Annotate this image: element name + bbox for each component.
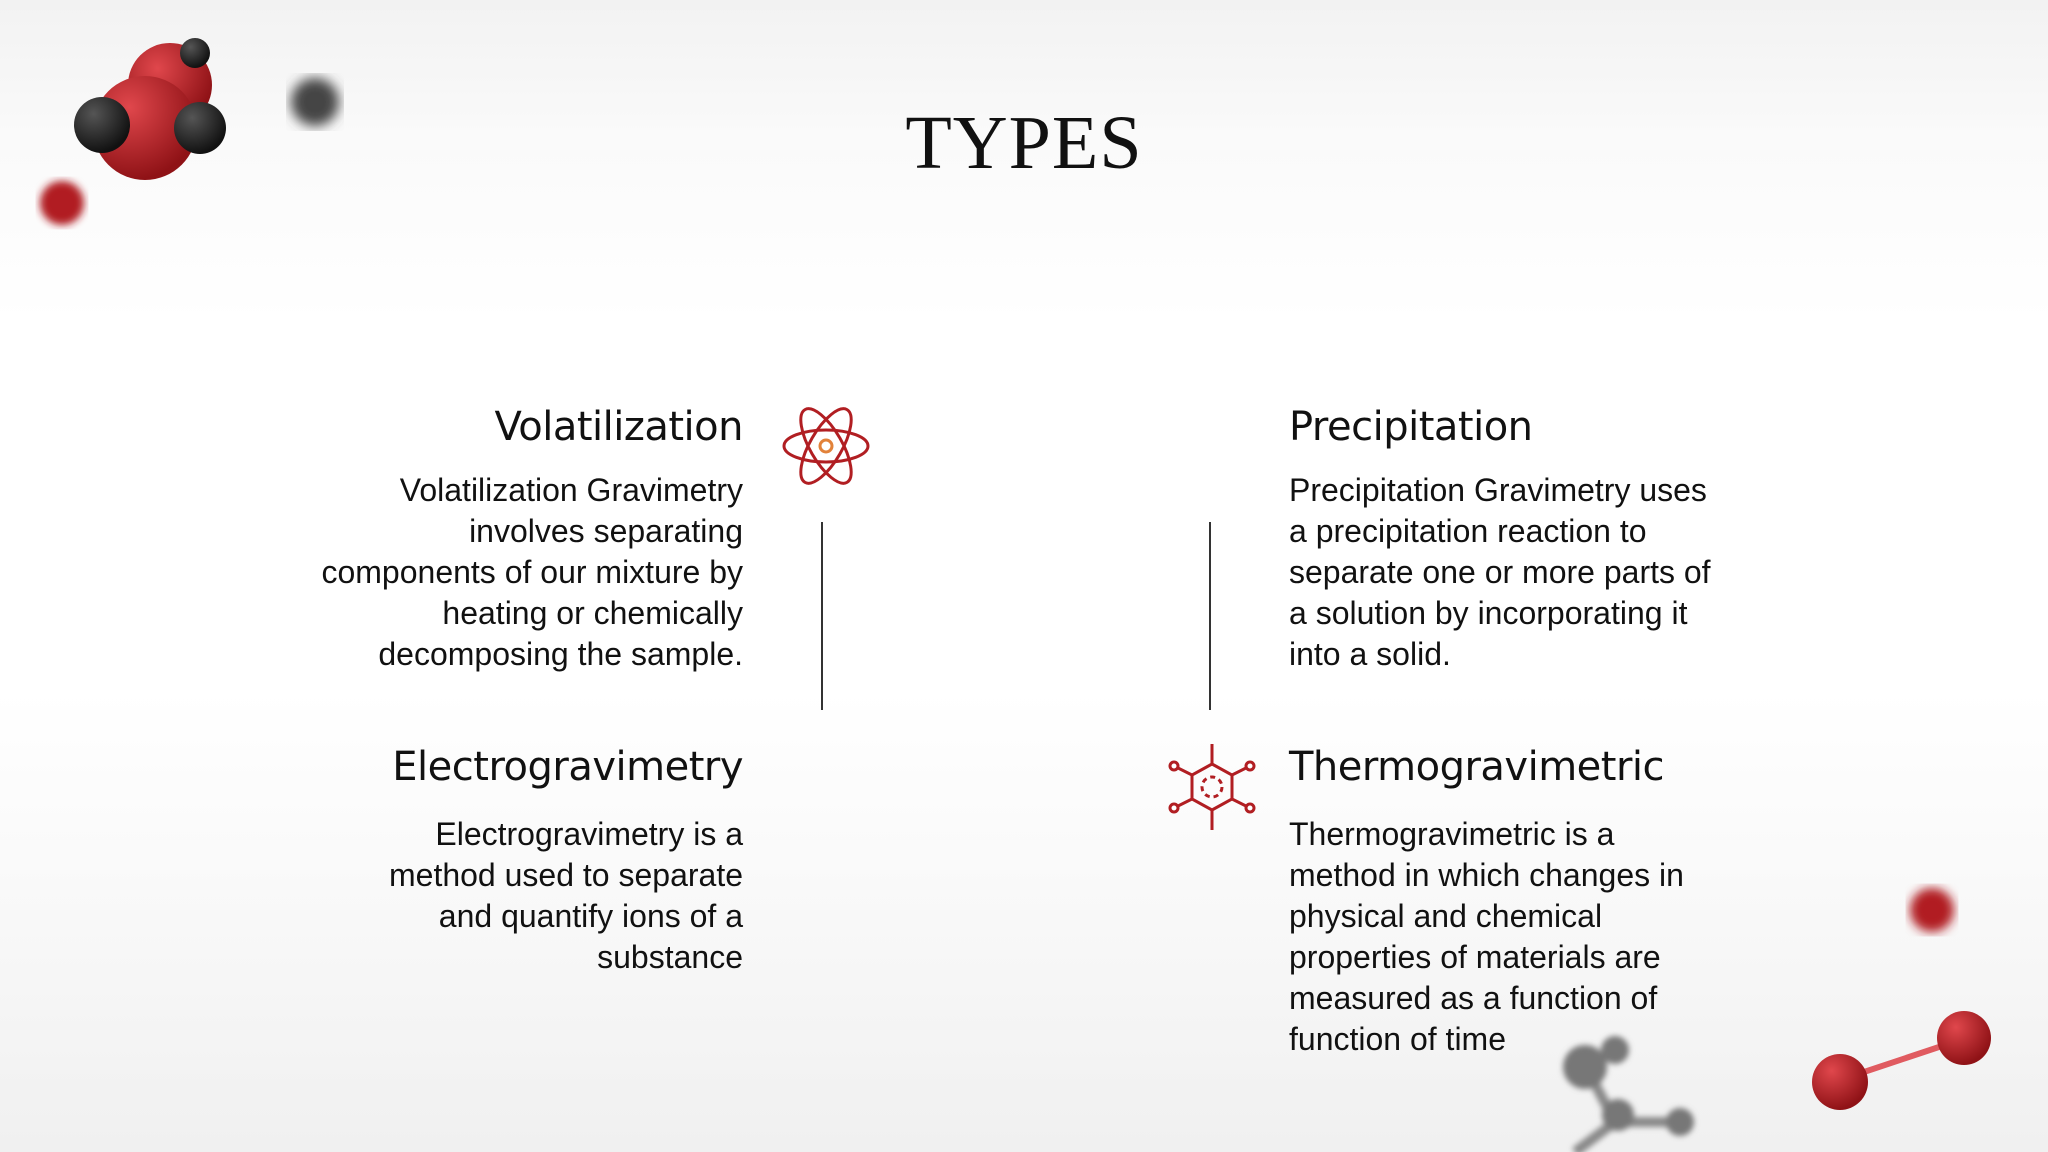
- divider-right: [1209, 522, 1211, 710]
- atom-icon: [780, 404, 872, 488]
- thermogravimetric-body: Thermogravimetric is a method in which changes in physical and chemical properties of materials are measured as a function of function of time: [1289, 816, 1684, 1057]
- precipitation-heading: Precipitation: [1289, 404, 1533, 450]
- thermogravimetric-heading: Thermogravimetric: [1289, 744, 1665, 790]
- divider-left: [821, 522, 823, 710]
- electrogravimetry-heading: Electrogravimetry: [392, 744, 743, 790]
- slide-title: TYPES: [905, 101, 1143, 185]
- volatilization-body: Volatilization Gravimetry involves separating components of our mixture by heating or chemically decomposing the sample.: [321, 472, 743, 672]
- volatilization-heading: Volatilization: [494, 404, 743, 450]
- molecule-hexagon-icon: [1166, 742, 1258, 832]
- electrogravimetry-body: Electrogravimetry is a method used to separate and quantify ions of a substance: [388, 816, 743, 975]
- precipitation-body: Precipitation Gravimetry uses a precipitation reaction to separate one or more parts of a solution by incorporating it into a solid.: [1289, 472, 1711, 672]
